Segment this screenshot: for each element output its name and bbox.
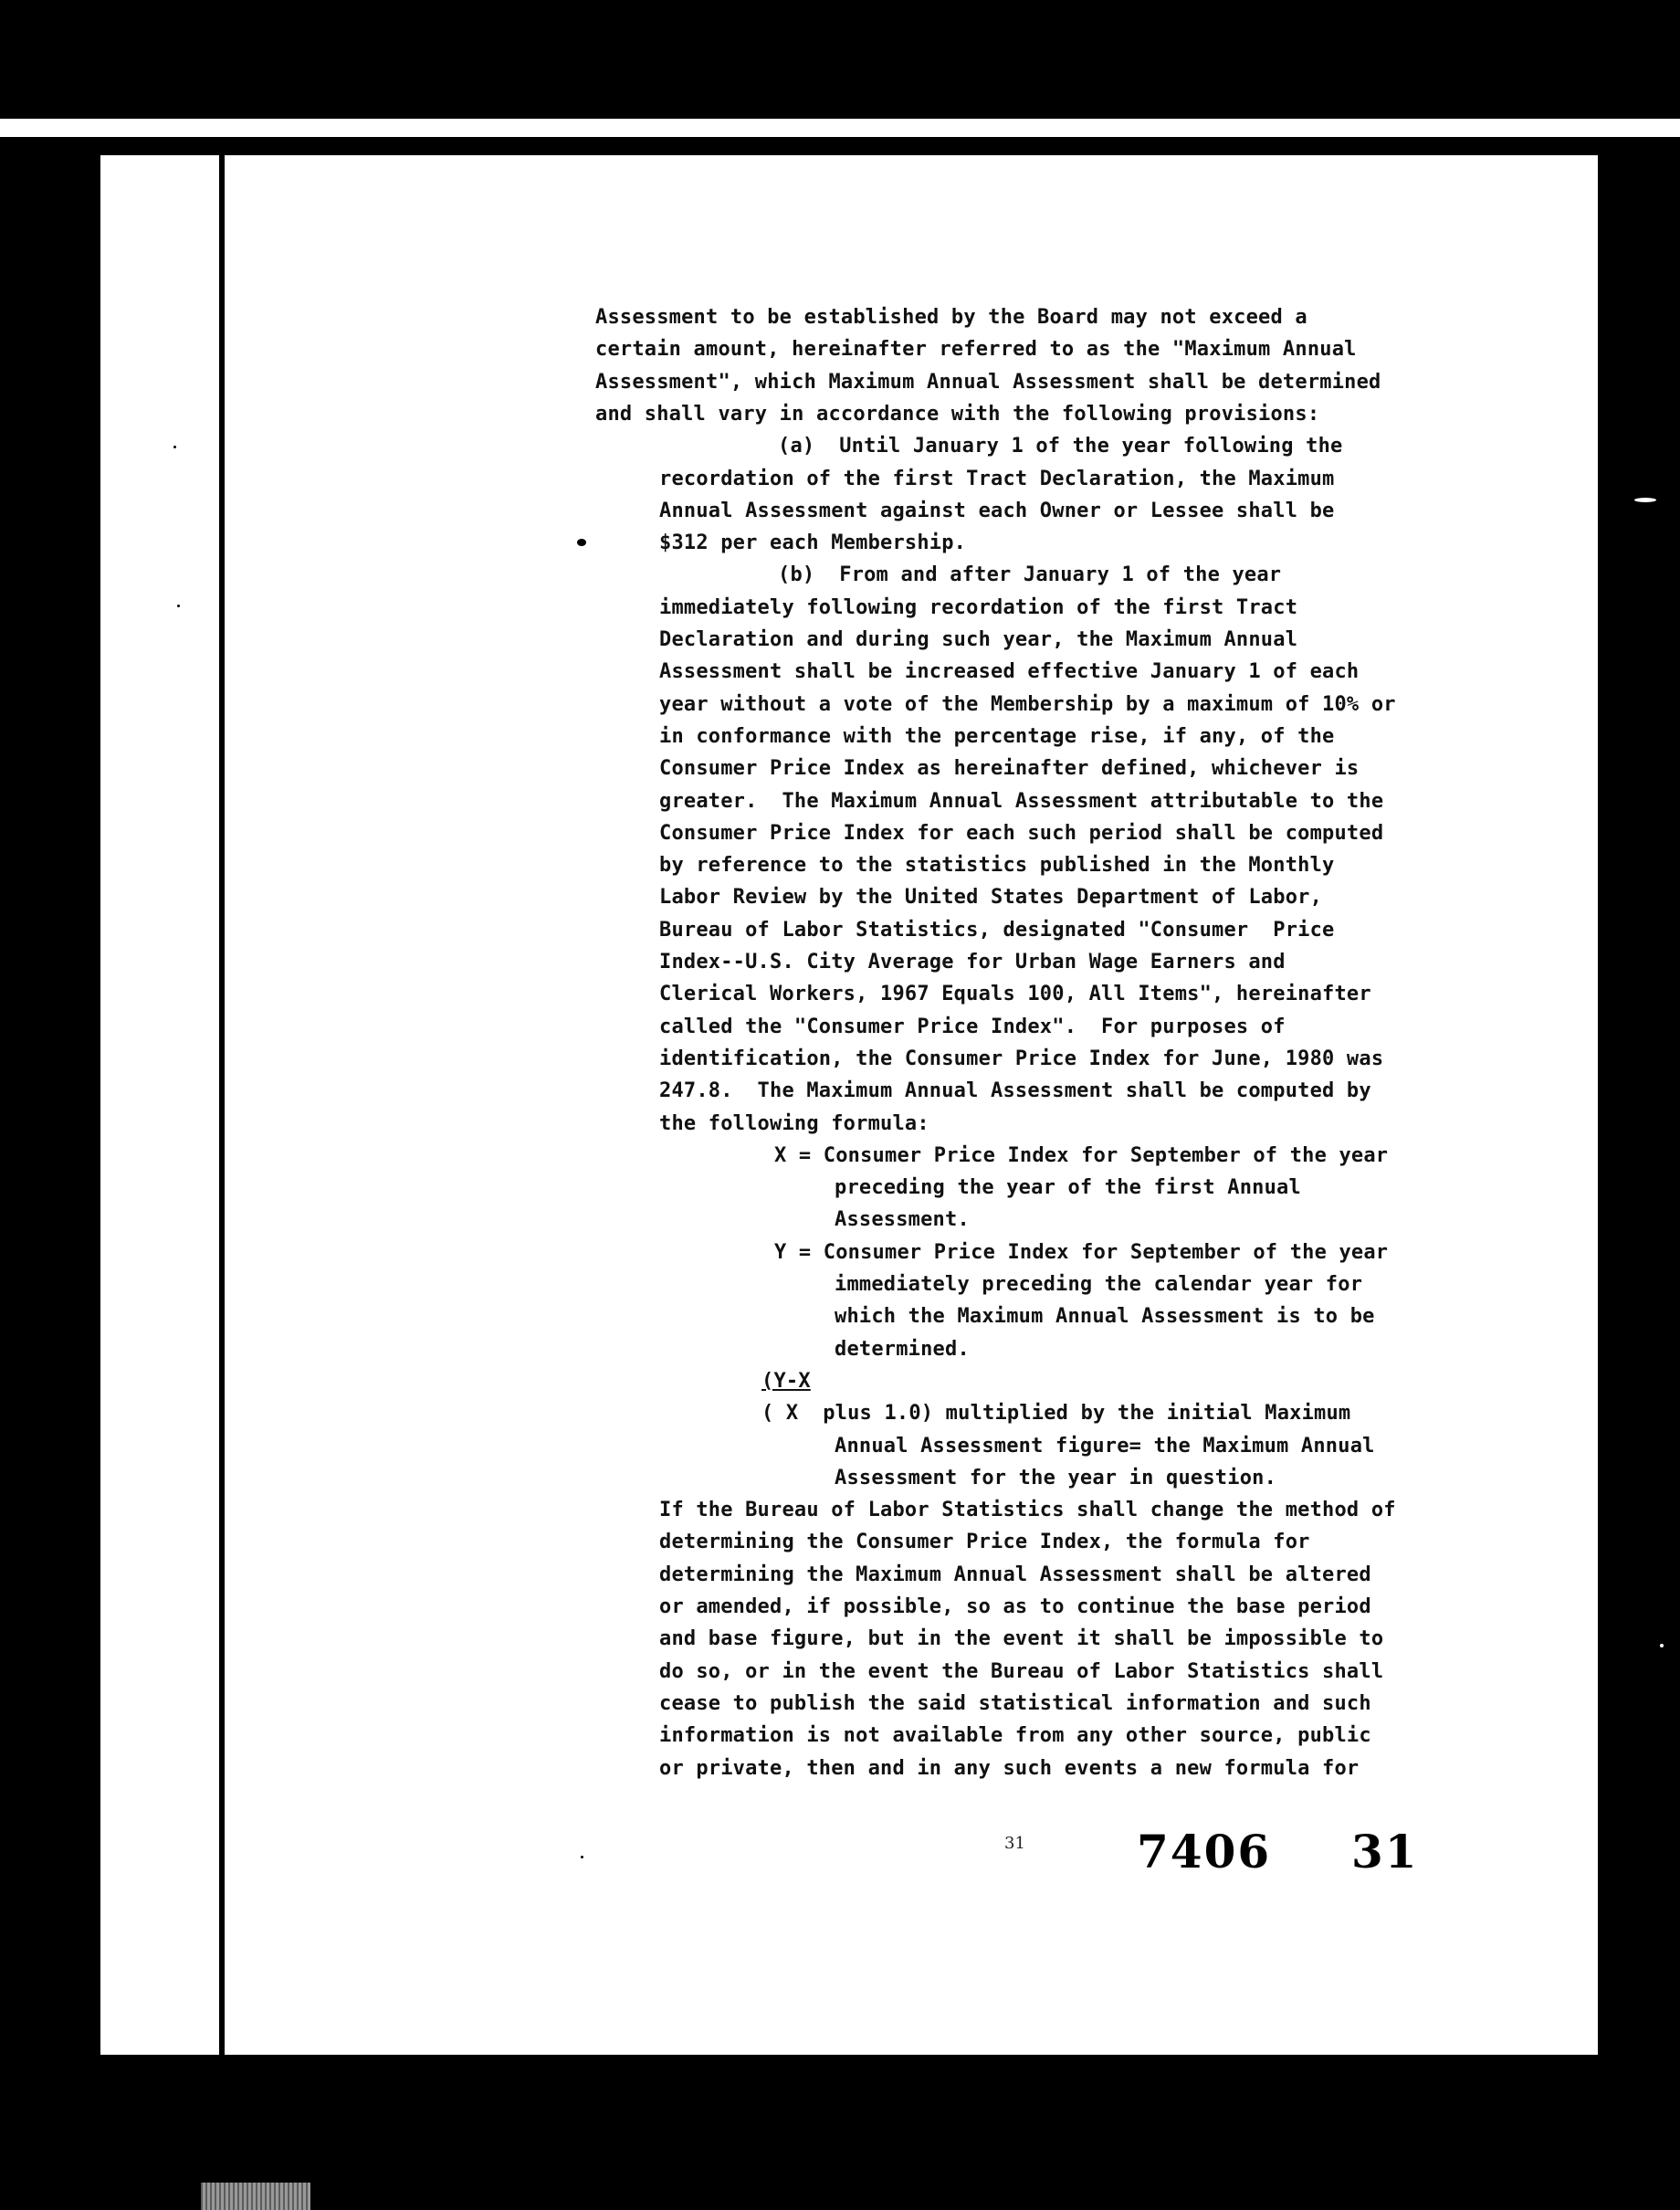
page-number: 31 [1004, 1834, 1025, 1853]
paragraph-line: Assessment", which Maximum Annual Assessment shall be determined [595, 370, 1381, 394]
clause-a-line: (a) Until January 1 of the year following the [778, 435, 1343, 458]
paragraph-line: Assessment to be established by the Board may not exceed a [595, 306, 1307, 329]
clause-a-line: Annual Assessment against each Owner or Lessee shall be [659, 499, 1335, 522]
clause-b-line: called the "Consumer Price Index". For purposes of [659, 1015, 1286, 1038]
formula-y-line: immediately preceding the calendar year for [835, 1273, 1363, 1296]
formula-y-line: determined. [835, 1337, 970, 1361]
clause-b-line: the following formula: [659, 1111, 929, 1135]
clause-b-line: greater. The Maximum Annual Assessment attributable to the [659, 789, 1384, 813]
closing-line: cease to publish the said statistical information and such [659, 1691, 1371, 1715]
closing-line: determining the Consumer Price Index, the formula for [659, 1531, 1310, 1554]
closing-line: do so, or in the event the Bureau of Labor Statistics shall [659, 1659, 1384, 1683]
scan-speck [1634, 498, 1656, 502]
clause-b-line: by reference to the statistics published in the Monthly [659, 854, 1335, 878]
formula-x-line: X = Consumer Price Index for September of the year [774, 1143, 1389, 1167]
closing-line: If the Bureau of Labor Statistics shall change the method of [659, 1499, 1396, 1522]
paragraph-line: certain amount, hereinafter referred to as the "Maximum Annual [595, 338, 1357, 362]
formula-fraction-cont: Annual Assessment figure= the Maximum Annual [835, 1434, 1375, 1458]
clause-b-line: (b) From and after January 1 of the year [778, 563, 1282, 587]
clause-b-line: Clerical Workers, 1967 Equals 100, All Items", hereinafter [659, 983, 1371, 1006]
clause-b-line: identification, the Consumer Price Index for June, 1980 was [659, 1047, 1384, 1070]
closing-line: and base figure, but in the event it shall be impossible to [659, 1627, 1384, 1651]
clause-b-line: Bureau of Labor Statistics, designated "Consumer Price [659, 918, 1335, 942]
scan-speck [177, 605, 180, 607]
scan-edge-noise [201, 2183, 310, 2210]
paragraph-line: and shall vary in accordance with the following provisions: [595, 402, 1320, 426]
formula-fraction-numerator: (Y-X [761, 1369, 811, 1393]
clause-b-line: year without a vote of the Membership by a maximum of 10% or [659, 692, 1396, 716]
clause-b-line: 247.8. The Maximum Annual Assessment shall be computed by [659, 1079, 1371, 1103]
stamp-document-number: 7406 [1137, 1825, 1272, 1878]
clause-b-line: immediately following recordation of the first Tract [659, 595, 1298, 619]
scan-top-rule [0, 119, 1680, 137]
formula-x-line: preceding the year of the first Annual [835, 1176, 1301, 1200]
scan-speck [581, 1856, 583, 1858]
clause-b-line: Consumer Price Index for each such period shall be computed [659, 821, 1384, 845]
formula-fraction-line: ( X plus 1.0) multiplied by the initial Maximum [761, 1402, 1351, 1426]
stamp-page-number: 31 [1351, 1825, 1419, 1878]
closing-line: or amended, if possible, so as to continue the base period [659, 1595, 1371, 1618]
formula-y-line: Y = Consumer Price Index for September of the year [774, 1240, 1389, 1264]
document-page [100, 155, 1598, 2055]
clause-a-line: $312 per each Membership. [659, 531, 967, 555]
clause-b-line: Labor Review by the United States Department of Labor, [659, 886, 1323, 910]
closing-line: or private, then and in any such events a new formula for [659, 1756, 1360, 1780]
clause-b-line: Index--U.S. City Average for Urban Wage Earners and [659, 951, 1286, 973]
clause-b-line: in conformance with the percentage rise, if any, of the [659, 724, 1335, 748]
clause-a-line: recordation of the first Tract Declaration, the Maximum [659, 467, 1335, 490]
closing-line: determining the Maximum Annual Assessment shall be altered [659, 1563, 1371, 1586]
scan-speck [577, 539, 586, 546]
clause-b-line: Consumer Price Index as hereinafter defined, whichever is [659, 757, 1360, 781]
clause-b-line: Declaration and during such year, the Maximum Annual [659, 628, 1298, 651]
left-margin-rule [219, 155, 225, 2055]
formula-x-line: Assessment. [835, 1208, 970, 1232]
scan-speck [1660, 1644, 1664, 1647]
scan-speck [173, 446, 176, 448]
formula-fraction-cont: Assessment for the year in question. [835, 1466, 1277, 1489]
scan-top-border [0, 0, 1680, 119]
formula-y-line: which the Maximum Annual Assessment is to be [835, 1305, 1375, 1329]
clause-b-line: Assessment shall be increased effective January 1 of each [659, 660, 1360, 684]
closing-line: information is not available from any other source, public [659, 1724, 1371, 1748]
